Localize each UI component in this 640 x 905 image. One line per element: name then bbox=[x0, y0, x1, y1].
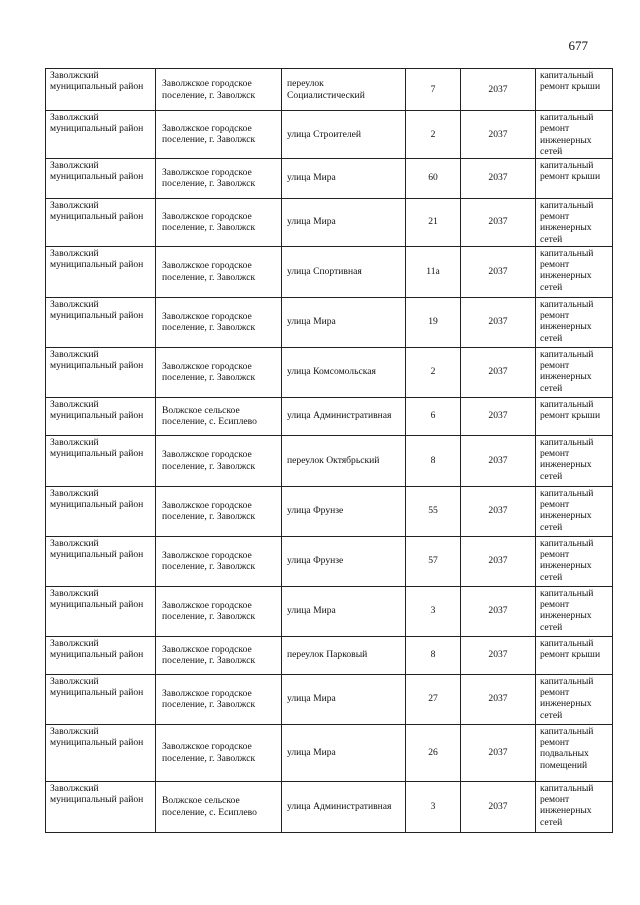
street-cell: переулок Октябрьский bbox=[282, 435, 406, 486]
settlement-cell: Заволжское городское поселение, г. Заволжск bbox=[156, 586, 282, 636]
work-type-cell: капитальный ремонт крыши bbox=[536, 158, 613, 198]
year-cell: 2037 bbox=[461, 111, 536, 159]
street-cell: улица Фрунзе bbox=[282, 486, 406, 536]
table-row bbox=[46, 246, 613, 297]
settlement-cell: Заволжское городское поселение, г. Заволжск bbox=[156, 198, 282, 246]
house-number-cell: 7 bbox=[406, 69, 461, 111]
district-cell: Заволжский муниципальный район bbox=[46, 636, 156, 674]
settlement-cell: Заволжское городское поселение, г. Заволжск bbox=[156, 69, 282, 111]
work-type-cell: капитальный ремонт крыши bbox=[536, 636, 613, 674]
work-type-cell: капитальный ремонт инженерных сетей bbox=[536, 198, 613, 246]
house-number-cell: 8 bbox=[406, 435, 461, 486]
work-type-cell: капитальный ремонт инженерных сетей bbox=[536, 536, 613, 586]
settlement-cell: Заволжское городское поселение, г. Заволжск bbox=[156, 674, 282, 724]
street-cell: переулок Парковый bbox=[282, 636, 406, 674]
street-cell: улица Мира bbox=[282, 586, 406, 636]
house-number-cell: 3 bbox=[406, 586, 461, 636]
house-number-cell: 21 bbox=[406, 198, 461, 246]
house-number-cell: 3 bbox=[406, 781, 461, 832]
house-number-cell: 6 bbox=[406, 397, 461, 435]
house-number-cell: 19 bbox=[406, 297, 461, 347]
work-type-cell: капитальный ремонт инженерных сетей bbox=[536, 111, 613, 159]
work-type-cell: капитальный ремонт инженерных сетей bbox=[536, 347, 613, 397]
year-cell: 2037 bbox=[461, 724, 536, 781]
work-type-cell: капитальный ремонт крыши bbox=[536, 397, 613, 435]
table-row bbox=[46, 198, 613, 246]
settlement-cell: Волжское сельское поселение, с. Есиплево bbox=[156, 781, 282, 832]
settlement-cell: Заволжское городское поселение, г. Заволжск bbox=[156, 297, 282, 347]
settlement-cell: Заволжское городское поселение, г. Заволжск bbox=[156, 246, 282, 297]
district-cell: Заволжский муниципальный район bbox=[46, 397, 156, 435]
district-cell: Заволжский муниципальный район bbox=[46, 486, 156, 536]
street-cell: улица Мира bbox=[282, 297, 406, 347]
table-row bbox=[46, 781, 613, 832]
house-number-cell: 55 bbox=[406, 486, 461, 536]
street-cell: улица Фрунзе bbox=[282, 536, 406, 586]
settlement-cell: Заволжское городское поселение, г. Заволжск bbox=[156, 111, 282, 159]
work-type-cell: капитальный ремонт инженерных сетей bbox=[536, 246, 613, 297]
settlement-cell: Волжское сельское поселение, с. Есиплево bbox=[156, 397, 282, 435]
street-cell: улица Комсомольская bbox=[282, 347, 406, 397]
street-cell: улица Мира bbox=[282, 158, 406, 198]
year-cell: 2037 bbox=[461, 486, 536, 536]
work-type-cell: капитальный ремонт инженерных сетей bbox=[536, 586, 613, 636]
house-number-cell: 57 bbox=[406, 536, 461, 586]
settlement-cell: Заволжское городское поселение, г. Заволжск bbox=[156, 486, 282, 536]
house-number-cell: 27 bbox=[406, 674, 461, 724]
table-body bbox=[46, 69, 613, 833]
year-cell: 2037 bbox=[461, 536, 536, 586]
year-cell: 2037 bbox=[461, 347, 536, 397]
year-cell: 2037 bbox=[461, 69, 536, 111]
settlement-cell: Заволжское городское поселение, г. Заволжск bbox=[156, 158, 282, 198]
street-cell: переулок Социалистический bbox=[282, 69, 406, 111]
table-row bbox=[46, 158, 613, 198]
district-cell: Заволжский муниципальный район bbox=[46, 297, 156, 347]
settlement-cell: Заволжское городское поселение, г. Заволжск bbox=[156, 435, 282, 486]
street-cell: улица Спортивная bbox=[282, 246, 406, 297]
settlement-cell: Заволжское городское поселение, г. Заволжск bbox=[156, 636, 282, 674]
district-cell: Заволжский муниципальный район bbox=[46, 198, 156, 246]
work-type-cell: капитальный ремонт инженерных сетей bbox=[536, 781, 613, 832]
work-type-cell: капитальный ремонт инженерных сетей bbox=[536, 674, 613, 724]
district-cell: Заволжский муниципальный район bbox=[46, 586, 156, 636]
district-cell: Заволжский муниципальный район bbox=[46, 347, 156, 397]
work-type-cell: капитальный ремонт инженерных сетей bbox=[536, 297, 613, 347]
table-row bbox=[46, 724, 613, 781]
street-cell: улица Мира bbox=[282, 724, 406, 781]
district-cell: Заволжский муниципальный район bbox=[46, 435, 156, 486]
year-cell: 2037 bbox=[461, 586, 536, 636]
table-row bbox=[46, 297, 613, 347]
work-type-cell: капитальный ремонт крыши bbox=[536, 69, 613, 111]
table-row bbox=[46, 674, 613, 724]
house-number-cell: 2 bbox=[406, 111, 461, 159]
settlement-cell: Заволжское городское поселение, г. Заволжск bbox=[156, 347, 282, 397]
house-number-cell: 2 bbox=[406, 347, 461, 397]
year-cell: 2037 bbox=[461, 781, 536, 832]
street-cell: улица Строителей bbox=[282, 111, 406, 159]
house-number-cell: 11а bbox=[406, 246, 461, 297]
year-cell: 2037 bbox=[461, 636, 536, 674]
table-row bbox=[46, 486, 613, 536]
district-cell: Заволжский муниципальный район bbox=[46, 536, 156, 586]
table-row bbox=[46, 69, 613, 111]
street-cell: улица Административная bbox=[282, 397, 406, 435]
table-row bbox=[46, 435, 613, 486]
repair-schedule-table bbox=[45, 68, 613, 833]
district-cell: Заволжский муниципальный район bbox=[46, 111, 156, 159]
year-cell: 2037 bbox=[461, 397, 536, 435]
year-cell: 2037 bbox=[461, 674, 536, 724]
district-cell: Заволжский муниципальный район bbox=[46, 246, 156, 297]
table-row bbox=[46, 636, 613, 674]
work-type-cell: капитальный ремонт инженерных сетей bbox=[536, 486, 613, 536]
street-cell: улица Административная bbox=[282, 781, 406, 832]
year-cell: 2037 bbox=[461, 246, 536, 297]
table-row bbox=[46, 347, 613, 397]
house-number-cell: 60 bbox=[406, 158, 461, 198]
street-cell: улица Мира bbox=[282, 198, 406, 246]
settlement-cell: Заволжское городское поселение, г. Заволжск bbox=[156, 536, 282, 586]
table-row bbox=[46, 536, 613, 586]
table-row bbox=[46, 111, 613, 159]
page-number: 677 bbox=[568, 38, 588, 53]
district-cell: Заволжский муниципальный район bbox=[46, 674, 156, 724]
district-cell: Заволжский муниципальный район bbox=[46, 781, 156, 832]
house-number-cell: 26 bbox=[406, 724, 461, 781]
table-row bbox=[46, 586, 613, 636]
settlement-cell: Заволжское городское поселение, г. Заволжск bbox=[156, 724, 282, 781]
house-number-cell: 8 bbox=[406, 636, 461, 674]
street-cell: улица Мира bbox=[282, 674, 406, 724]
year-cell: 2037 bbox=[461, 158, 536, 198]
district-cell: Заволжский муниципальный район bbox=[46, 69, 156, 111]
year-cell: 2037 bbox=[461, 435, 536, 486]
table-row bbox=[46, 397, 613, 435]
year-cell: 2037 bbox=[461, 297, 536, 347]
work-type-cell: капитальный ремонт инженерных сетей bbox=[536, 435, 613, 486]
year-cell: 2037 bbox=[461, 198, 536, 246]
district-cell: Заволжский муниципальный район bbox=[46, 724, 156, 781]
work-type-cell: капитальный ремонт подвальных помещений bbox=[536, 724, 613, 781]
district-cell: Заволжский муниципальный район bbox=[46, 158, 156, 198]
